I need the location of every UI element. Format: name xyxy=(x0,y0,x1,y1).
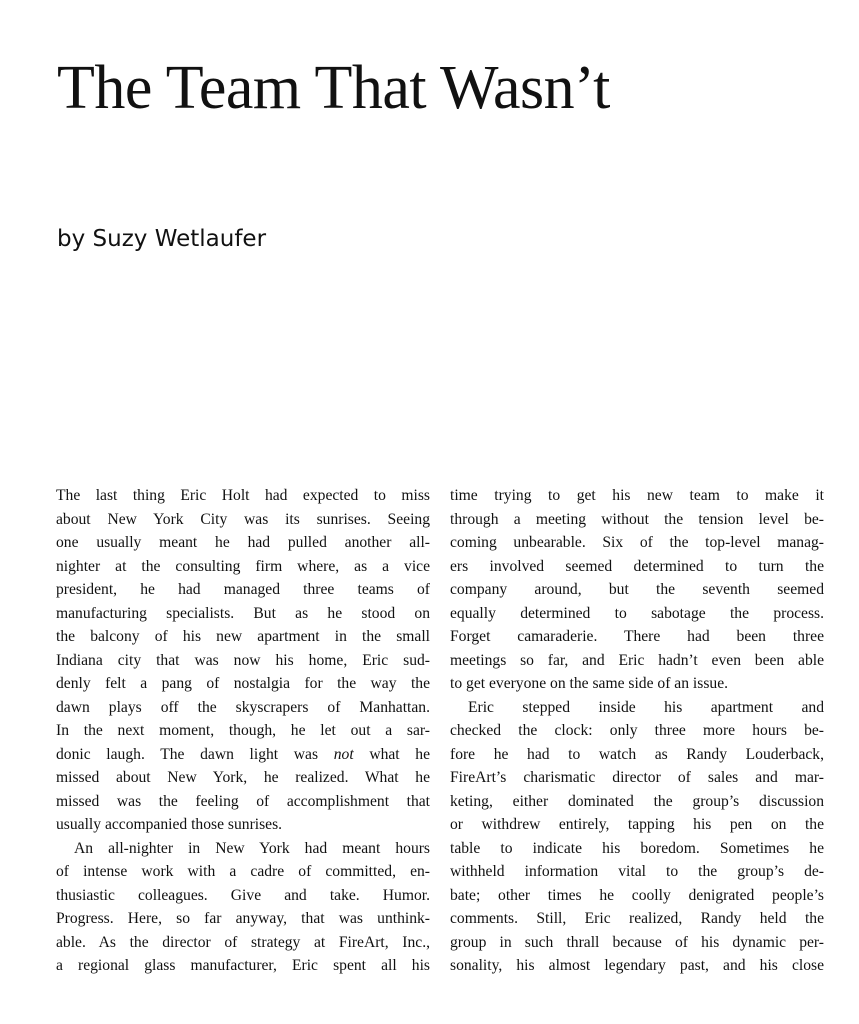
text-line: of intense work with a cadre of committed, en- xyxy=(56,863,430,880)
text-line: Indiana city that was now his home, Eric sud- xyxy=(56,651,430,669)
text-line: FireArt’s charismatic director of sales and mar- xyxy=(450,769,824,786)
text-line: through a meeting without the tension level be- xyxy=(450,510,824,528)
text-line: meetings so far, and Eric hadn’t even been able xyxy=(450,651,824,669)
text-line: thusiastic colleagues. Give and take. Humor. xyxy=(56,886,430,904)
text-line: keting, either dominated the group’s discussion xyxy=(450,792,824,810)
text-line: dawn plays off the skyscrapers of Manhattan. xyxy=(56,698,430,716)
text-line: manufacturing specialists. But as he stood on xyxy=(56,604,430,622)
text-line: equally determined to sabotage the process. xyxy=(450,604,824,622)
text-line: Eric stepped inside his apartment and xyxy=(468,698,824,716)
text-line: time trying to get his new team to make it xyxy=(450,487,824,504)
text-line: denly felt a pang of nostalgia for the way the xyxy=(56,675,430,692)
body-column-left xyxy=(56,484,430,978)
text-line: withheld information vital to the group’s de- xyxy=(450,863,824,880)
text-line: able. As the director of strategy at FireArt, Inc., xyxy=(56,933,430,951)
text-line xyxy=(56,743,430,767)
text-line: fore he had to watch as Randy Louderback, xyxy=(450,745,824,763)
article-title: The Team That Wasn’t xyxy=(57,54,610,122)
text-line: president, he had managed three teams of xyxy=(56,581,430,598)
text-line: sonality, his almost legendary past, and his close xyxy=(450,957,824,974)
text-line: the balcony of his new apartment in the small xyxy=(56,628,430,645)
text-line: In the next moment, though, he let out a sar- xyxy=(56,722,430,739)
text-line: to get everyone on the same side of an issue. xyxy=(450,675,729,692)
text-line: Progress. Here, so far anyway, that was unthink- xyxy=(56,910,430,927)
text-line: company around, but the seventh seemed xyxy=(450,581,824,598)
text-line: checked the clock: only three more hours be- xyxy=(450,722,824,739)
text-run: what he xyxy=(353,745,430,763)
article-byline: by Suzy Wetlaufer xyxy=(57,226,267,252)
text-line: one usually meant he had pulled another all- xyxy=(56,534,430,551)
text-line: missed about New York, he realized. What he xyxy=(56,769,430,786)
text-line: missed was the feeling of accomplishment that xyxy=(56,792,430,810)
text-line: a regional glass manufacturer, Eric spent all his xyxy=(56,957,430,974)
text-line: or withdrew entirely, tapping his pen on the xyxy=(450,816,824,833)
article-body xyxy=(56,484,826,1014)
text-line: The last thing Eric Holt had expected to miss xyxy=(56,487,430,504)
text-line: table to indicate his boredom. Sometimes he xyxy=(450,839,824,857)
text-line: comments. Still, Eric realized, Randy held the xyxy=(450,910,824,927)
body-column-right xyxy=(450,484,824,978)
text-line: ers involved seemed determined to turn the xyxy=(450,557,824,575)
text-line: Forget camaraderie. There had been three xyxy=(450,628,824,645)
text-line: coming unbearable. Six of the top-level manag- xyxy=(450,534,824,551)
text-run: donic laugh. The dawn light was xyxy=(56,745,334,763)
text-line: nighter at the consulting firm where, as a vice xyxy=(56,557,430,575)
text-line: group in such thrall because of his dynamic per- xyxy=(450,933,824,951)
text-line: An all-nighter in New York had meant hours xyxy=(74,839,430,857)
text-line: usually accompanied those sunrises. xyxy=(56,816,283,833)
emphasis-text: not xyxy=(333,745,354,763)
text-line: bate; other times he coolly denigrated people’s xyxy=(450,886,824,904)
text-line: about New York City was its sunrises. Seeing xyxy=(56,510,430,528)
